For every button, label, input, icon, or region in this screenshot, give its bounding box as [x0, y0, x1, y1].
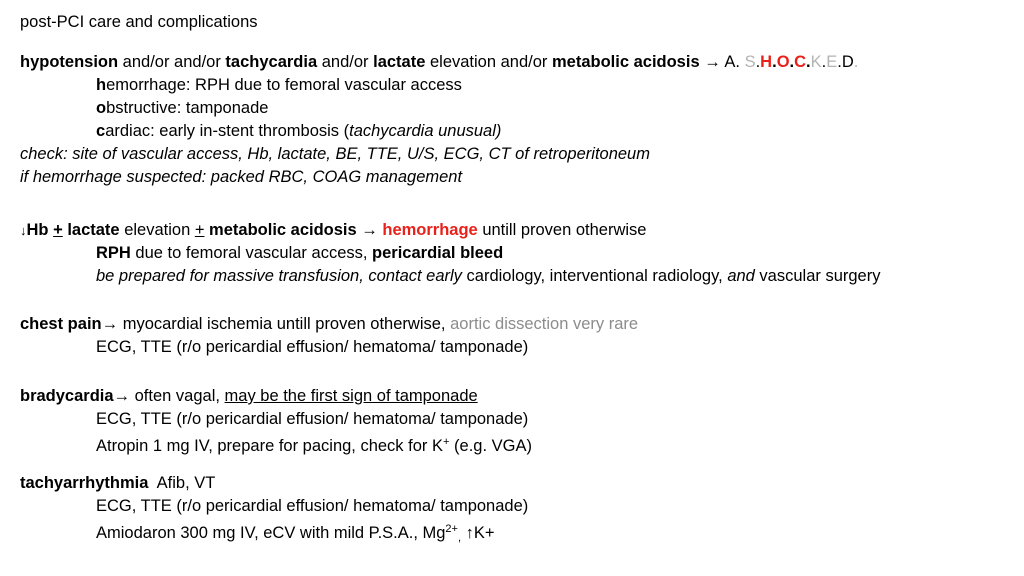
hemorrhage-transfusion-line: be prepared for massive transfusion, contact early cardiology, interventional radiology, and vascular surgery: [96, 267, 881, 285]
chest-pain-heading: chest pain→ myocardial ischemia untill proven otherwise, aortic dissection very rare: [20, 315, 639, 333]
tachyarrhythmia-heading: tachyarrhythmia Afib, VT: [20, 474, 216, 492]
bradycardia-ecg-line: ECG, TTE (r/o pericardial effusion/ hematoma/ tamponade): [96, 410, 529, 428]
chest-pain-ecg-line: ECG, TTE (r/o pericardial effusion/ hematoma/ tamponade): [96, 338, 529, 356]
hemorrhage-rph-line: RPH due to femoral vascular access, pericardial bleed: [96, 244, 504, 262]
page-title: post-PCI care and complications: [20, 13, 258, 31]
shock-heading: hypotension and/or and/or tachycardia and/or lactate elevation and/or metabolic acidosis → A. S.H.O.C.K.E.D.: [20, 53, 859, 71]
shocked-acronym: S.H.O.C.K.E.D.: [744, 53, 859, 71]
tachyarrhythmia-ecg-line: ECG, TTE (r/o pericardial effusion/ hematoma/ tamponade): [96, 497, 529, 515]
hemorrhage-heading: ↓Hb + lactate elevation + metabolic acidosis → hemorrhage untill proven otherwise: [20, 221, 647, 239]
shock-if-hemorrhage-line: if hemorrhage suspected: packed RBC, COAG management: [20, 168, 463, 186]
tachyarrhythmia-amiodaron-line: Amiodaron 300 mg IV, eCV with mild P.S.A., $Mg^{2+}_,$ ↑K+: [96, 523, 495, 544]
bradycardia-atropin-line: Atropin 1 mg IV, prepare for pacing, check for K+ (e.g. VGA): [96, 436, 532, 455]
bradycardia-heading: bradycardia→ often vagal, may be the first sign of tamponade: [20, 387, 478, 405]
shock-cardiac-line: cardiac: early in-stent thrombosis (tachycardia unusual): [96, 122, 502, 140]
shock-hemorrhage-line: hemorrhage: RPH due to femoral vascular access: [96, 76, 462, 94]
shock-obstructive-line: obstructive: tamponade: [96, 99, 269, 117]
shock-check-line: check: site of vascular access, Hb, lactate, BE, TTE, U/S, ECG, CT of retroperitoneum: [20, 145, 650, 163]
